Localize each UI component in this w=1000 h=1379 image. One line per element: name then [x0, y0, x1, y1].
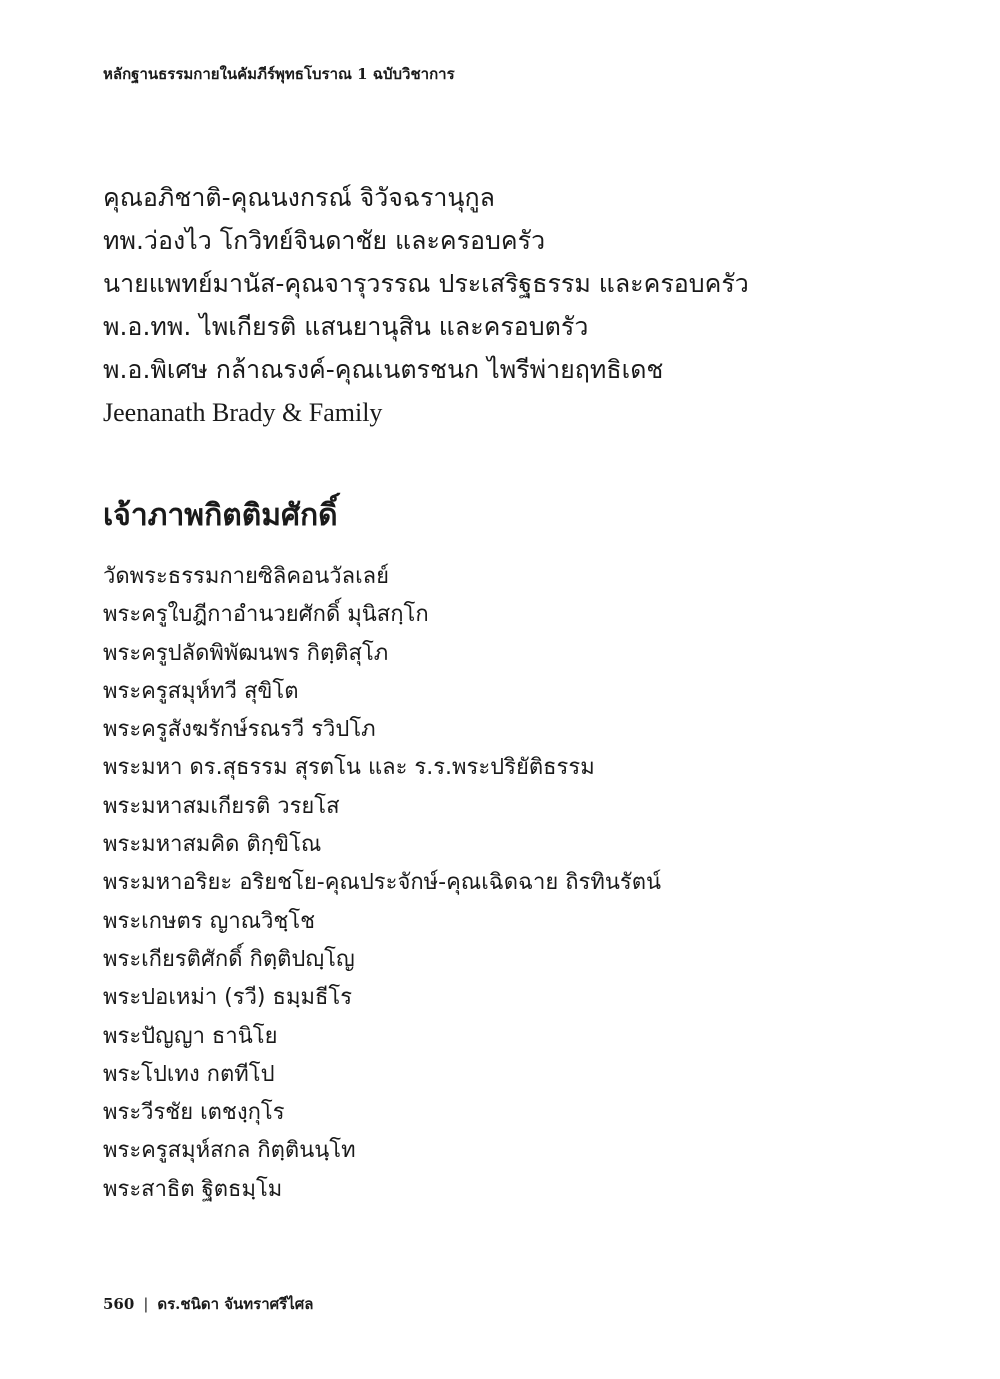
list-item: พระปัญญา ธานิโย [103, 1023, 278, 1049]
list-item: ทพ.ว่องไว โกวิทย์จินดาชัย และครอบครัว [103, 226, 546, 255]
list-item: พระครูสมุห์สกล กิตฺตินนฺโท [103, 1138, 356, 1164]
list-item: คุณอภิชาติ-คุณนงกรณ์ จิวัจฉรานุกูล [103, 183, 495, 212]
list-item: พระเกษตร ญาณวิชฺโช [103, 908, 316, 934]
list-item: พระมหาอริยะ อริยชโย-คุณประจักษ์-คุณเฉิดฉาย ถิรทินรัตน์ [103, 870, 662, 896]
list-item: พระเกียรติศักดิ์ กิตฺติปญฺโญ [103, 946, 355, 972]
list-item: วัดพระธรรมกายซิลิคอนวัลเลย์ [103, 564, 390, 589]
list-item: พระวีรชัย เตชงฺกุโร [103, 1100, 285, 1126]
sponsor-list [103, 176, 749, 434]
page-footer [103, 1293, 313, 1315]
list-item: พ.อ.ทพ. ไพเกียรติ แสนยานุสิน และครอบตรัว [103, 312, 589, 341]
list-item: พระมหา ดร.สุธรรม สุรตโน และ ร.ร.พระปริยัติธรรม [103, 755, 595, 781]
list-item: พระมหาสมเกียรติ วรยโส [103, 793, 340, 819]
list-item: พระมหาสมคิด ติกฺขิโณ [103, 832, 322, 858]
list-item: พระสาธิต ฐิตธมฺโม [103, 1176, 283, 1202]
list-item: พระโปเทง กตทีโป [103, 1061, 275, 1087]
list-item: นายแพทย์มานัส-คุณจารุวรรณ ประเสริฐธรรม และครอบครัว [103, 269, 749, 298]
list-item: Jeenanath Brady & Family [103, 398, 383, 427]
page-number: 560 [103, 1295, 135, 1313]
list-item: พระครูใบฎีกาอำนวยศักดิ์ มุนิสกฺโก [103, 602, 429, 628]
list-item: พระปอเหม่า (รวี) ธมฺมธีโร [103, 985, 353, 1011]
running-header: หลักฐานธรรมกายในคัมภีร์พุทธโบราณ 1 ฉบับวิชาการ [103, 65, 455, 83]
list-item: พ.อ.พิเศษ กล้าณรงค์-คุณเนตรชนก ไพรีพ่ายฤทธิเดช [103, 355, 664, 384]
list-item: พระครูสังฆรักษ์รณรวี รวิปโภ [103, 717, 376, 743]
honorary-host-list [103, 558, 661, 1209]
footer-separator: | [143, 1295, 149, 1313]
list-item: พระครูสมุห์ทวี สุขิโต [103, 678, 299, 704]
list-item: พระครูปลัดพิพัฒนพร กิตฺติสุโภ [103, 640, 389, 666]
section-heading: เจ้าภาพกิตติมศักดิ์ [103, 498, 338, 533]
author-name: ดร.ชนิดา จันทราศรีไศล [157, 1295, 314, 1313]
